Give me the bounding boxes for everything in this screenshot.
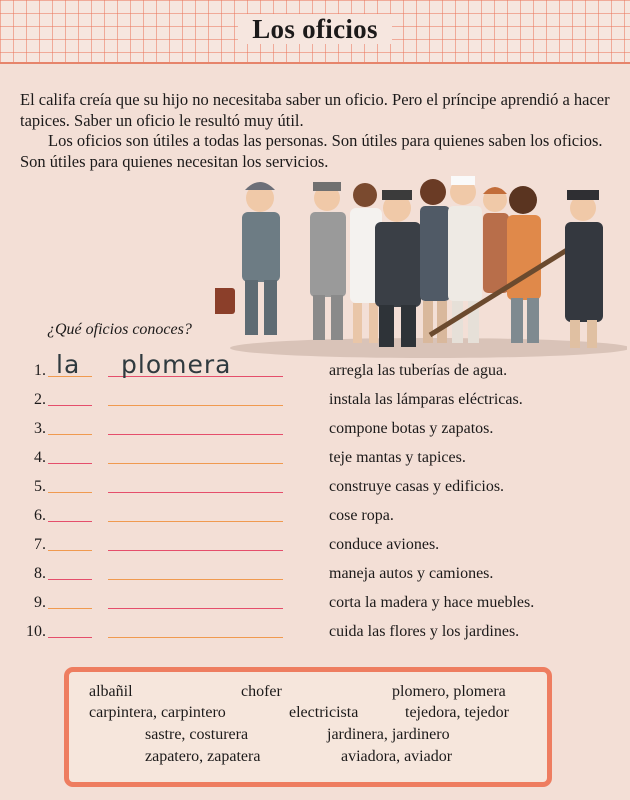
occupation-blank[interactable]	[108, 550, 283, 551]
item-number: 5.	[34, 478, 46, 495]
title-text: Los oficios	[238, 14, 392, 44]
item-number: 4.	[34, 449, 46, 466]
item-number: 7.	[34, 536, 46, 553]
intro-paragraph-2: Los oficios son útiles a todas las personas. Son útiles para quienes saben los oficios. Son útiles para quienes necesitan los servicios.	[20, 131, 603, 171]
handwritten-occupation: plomera	[121, 350, 232, 379]
handwritten-article: la	[56, 350, 81, 379]
intro-paragraph-1: El califa creía que su hijo no necesitaba saber un oficio. Pero el príncipe aprendió a hacer tapices. Saber un oficio le resultó muy útil.	[20, 90, 610, 130]
word-bank-item: plomero, plomera	[392, 683, 506, 700]
item-description: construye casas y edificios.	[329, 478, 505, 495]
word-bank-item: jardinera, jardinero	[327, 726, 450, 743]
item-number: 1.	[34, 362, 46, 379]
item-number: 6.	[34, 507, 46, 524]
item-description: conduce aviones.	[329, 536, 440, 553]
occupation-blank[interactable]	[108, 579, 283, 580]
word-bank-item: electricista	[289, 704, 359, 721]
occupation-blank[interactable]	[108, 463, 283, 464]
item-description: teje mantas y tapices.	[329, 449, 466, 466]
item-number: 3.	[34, 420, 46, 437]
occupation-blank[interactable]	[108, 434, 283, 435]
workers-illustration	[215, 170, 627, 360]
article-blank[interactable]	[48, 463, 92, 464]
article-blank[interactable]	[48, 550, 92, 551]
word-bank-item: sastre, costurera	[145, 726, 249, 743]
exercise-row-5	[0, 476, 630, 500]
article-blank[interactable]	[48, 405, 92, 406]
exercise-row-6	[0, 505, 630, 529]
item-number: 8.	[34, 565, 46, 582]
item-description: corta la madera y hace muebles.	[329, 594, 535, 611]
item-description: compone botas y zapatos.	[329, 420, 494, 437]
question-prompt: ¿Qué oficios conoces?	[47, 321, 192, 338]
word-bank-item: chofer	[241, 683, 282, 700]
exercise-row-1	[0, 350, 630, 384]
item-number: 9.	[34, 594, 46, 611]
item-description: instala las lámparas eléctricas.	[329, 391, 523, 408]
item-description: maneja autos y camiones.	[329, 565, 494, 582]
word-bank-item: tejedora, tejedor	[405, 704, 509, 721]
article-blank[interactable]	[48, 434, 92, 435]
word-bank-box	[64, 667, 552, 787]
article-blank[interactable]	[48, 579, 92, 580]
page-title	[0, 14, 630, 45]
article-blank[interactable]	[48, 492, 92, 493]
article-blank[interactable]	[48, 608, 92, 609]
exercise-row-10	[0, 621, 630, 645]
item-description: cuida las flores y los jardines.	[329, 623, 520, 640]
occupation-blank[interactable]	[108, 492, 283, 493]
exercise-row-4	[0, 447, 630, 471]
article-blank[interactable]	[48, 521, 92, 522]
exercise-row-8	[0, 563, 630, 587]
item-number: 2.	[34, 391, 46, 408]
exercise-row-7	[0, 534, 630, 558]
item-description: arregla las tuberías de agua.	[329, 362, 508, 379]
exercise-row-2	[0, 389, 630, 413]
occupation-blank[interactable]	[108, 521, 283, 522]
occupation-blank[interactable]	[108, 608, 283, 609]
word-bank-item: carpintera, carpintero	[89, 704, 226, 721]
occupation-blank[interactable]	[108, 405, 283, 406]
occupation-blank[interactable]	[108, 637, 283, 638]
word-bank-item: aviadora, aviador	[341, 748, 453, 765]
exercise-row-3	[0, 418, 630, 442]
article-blank[interactable]	[48, 637, 92, 638]
word-bank-item: zapatero, zapatera	[145, 748, 261, 765]
item-description: cose ropa.	[329, 507, 394, 524]
item-number: 10.	[26, 623, 46, 640]
word-bank-item: albañil	[89, 683, 133, 700]
exercise-row-9	[0, 592, 630, 616]
